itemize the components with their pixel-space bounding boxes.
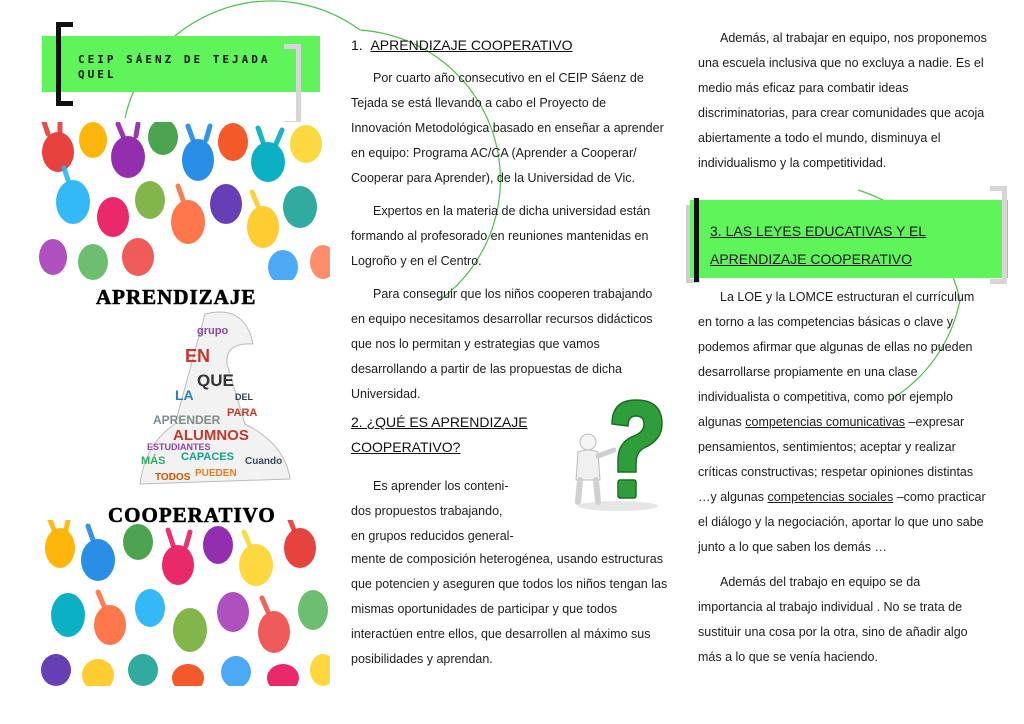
title-word-cooperativo: COOPERATIVO	[108, 503, 276, 527]
text-run: La LOE y la LOMCE estructuran el currículum en torno a las competencias básicas o clave y podemos afirmar que algunas de ellas no pueden desarrollarse propiamente en una clase individualista o competitiva, como por ejemplo algunas	[698, 290, 975, 429]
section2-heading	[351, 410, 528, 460]
hat-word: APRENDER	[153, 413, 221, 427]
text-line: Es aprender los conteni-	[373, 479, 509, 493]
hat-word: DEL	[235, 392, 253, 402]
section2-narrow-paragraph	[351, 474, 561, 549]
handprints-image-bottom	[38, 520, 330, 686]
section3-body	[698, 285, 988, 670]
question-mark-figure	[566, 394, 670, 512]
hat-word: PARA	[227, 407, 258, 419]
section3-title-line1: 3. LAS LEYES EDUCATIVAS Y EL	[710, 223, 927, 239]
inclusion-paragraph	[698, 26, 988, 176]
hat-word: QUE	[197, 371, 234, 390]
section2-title-line1: 2. ¿QUÉ ES APRENDIZAJE	[351, 414, 528, 430]
competencias-comunicativas-text: competencias comunicativas	[745, 415, 906, 429]
section2-paragraph-rest: mente de composición heterogénea, usando estructuras que potencien y aseguren que todos los niños tengan las mismas oportunidades de participar y que todos interactúen entre ellos, que desarrollen al máximo sus posibilidades y aprendan.	[351, 552, 668, 666]
competencias-sociales-text: competencias sociales	[767, 490, 894, 504]
section1-paragraph-3: Para conseguir que los niños cooperen trabajando en equipo necesitamos desarrollar recursos didácticos que nos lo permitan y estrategias que vamos desarrollando a partir de las propuestas de dicha Universidad.	[351, 287, 653, 401]
section1-heading	[351, 33, 572, 58]
hat-word: grupo	[197, 325, 229, 337]
text-run: –expresar pensamientos, sentimientos; aceptar y realizar críticas constructivas; respetar opiniones distintas …y algunas	[698, 415, 974, 504]
hat-word: TODOS	[155, 472, 191, 483]
hat-word: PUEDEN	[195, 468, 237, 479]
section3-title-line2: APRENDIZAJE COOPERATIVO	[710, 251, 912, 267]
hat-word: EN	[185, 346, 211, 366]
section3-heading	[710, 217, 1000, 273]
text-run: –como practicar el diálogo y la negociación, aportar lo que uno sabe junto a lo que saben los demás …	[698, 490, 986, 554]
hat-word: Cuando	[245, 456, 283, 467]
handprints-image-top	[38, 122, 330, 280]
section2-title-line2: COOPERATIVO?	[351, 439, 461, 455]
banner-bracket-right	[284, 44, 301, 126]
section1-number: 1.	[351, 37, 363, 53]
hat-word: ESTUDIANTES	[147, 442, 211, 452]
section3-paragraph-1	[698, 285, 988, 560]
hat-word: LA	[175, 387, 194, 403]
word-cloud-hat	[135, 304, 295, 500]
section3-bracket-left	[694, 198, 705, 282]
hat-word: CAPACES	[181, 451, 234, 463]
title-word-aprendizaje: APRENDIZAJE	[96, 285, 257, 309]
banner-bracket-left	[56, 22, 73, 106]
section1-title: APRENDIZAJE COOPERATIVO	[370, 37, 573, 53]
section3-paragraph-2: Además del trabajo en equipo se da importancia al trabajo individual . No se trata de sustituir una cosa por la otra, sino de añadir algo más a lo que se venía haciendo.	[698, 575, 968, 664]
hat-word: ALUMNOS	[173, 427, 249, 444]
text-line: dos propuestos trabajando,	[351, 504, 503, 518]
inclusion-text: Además, al trabajar en equipo, nos proponemos una escuela inclusiva que no excluya a nadie. Es el medio más eficaz para combatir ideas discriminatorias, para crear comunidades que acoja abiertamente a todo el mundo, disminuya el individualismo y la competitividad.	[698, 31, 987, 170]
school-name: CEIP SÁENZ DE TEJADA QUEL	[78, 53, 271, 81]
hat-word: MÁS	[141, 455, 166, 467]
text-line: en grupos reducidos general-	[351, 529, 514, 543]
section1-body	[351, 66, 669, 407]
section1-paragraph-1: Por cuarto año consecutivo en el CEIP Sáenz de Tejada se está llevando a cabo el Proyecto de Innovación Metodológica basado en enseñar a aprender en equipo: Programa AC/CA (Aprender a Cooperar/ Cooperar para Aprender), de la Universidad de Vic.	[351, 71, 664, 185]
section1-paragraph-2: Expertos en la materia de dicha universidad están formando al profesorado en reuniones mantenidas en Logroño y en el Centro.	[351, 204, 651, 268]
